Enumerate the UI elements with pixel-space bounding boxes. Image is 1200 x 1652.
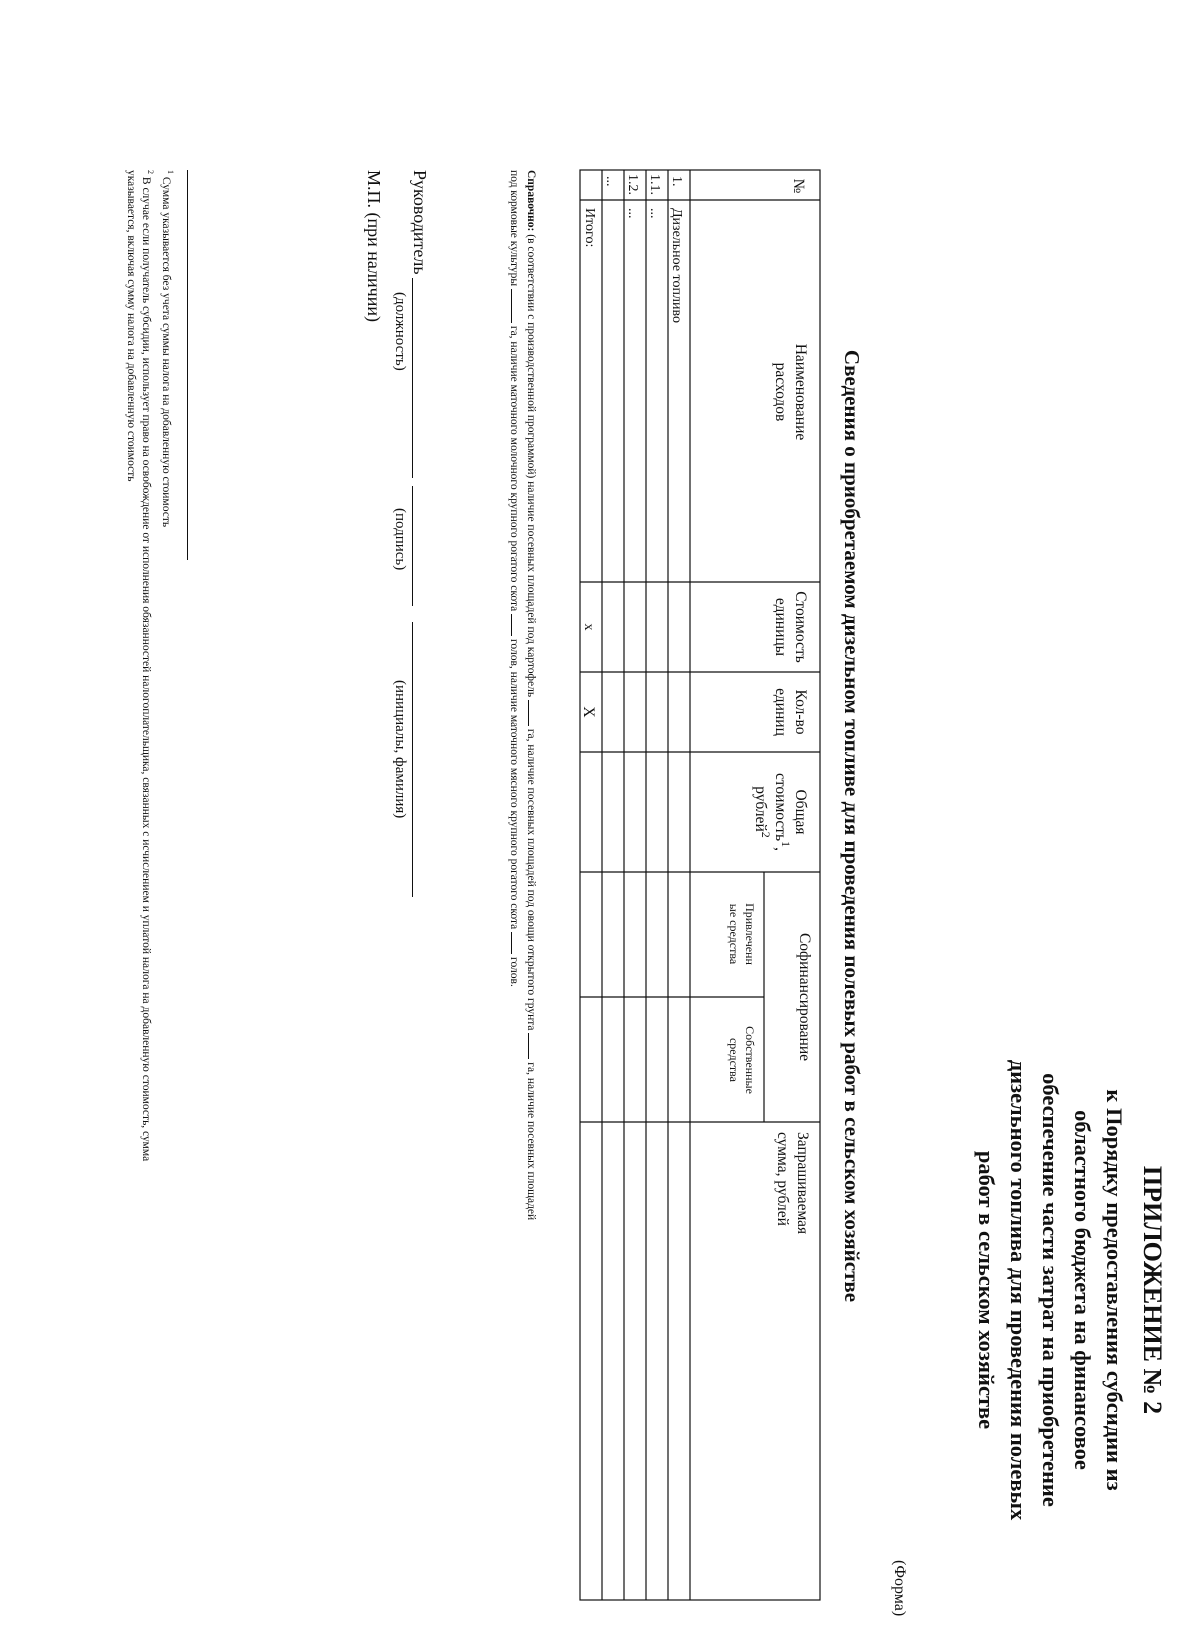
table-row [669,176,684,323]
reference-text: га, наличие посевных площадей [525,1062,537,1221]
appendix-header [970,940,1168,1640]
appendix-title: ПРИЛОЖЕНИЕ № 2 [1138,1165,1167,1415]
footnote-marker: 2 [146,170,156,175]
reference-text: (в соответствии с производственной программой) наличие посевных площадей под картофель [525,234,537,698]
blank-field [511,614,523,636]
form-label: (Форма) [891,1560,908,1617]
header-total-cost: стоимость$^1$, [772,772,793,852]
appendix-subtitle-line: областного бюджета на финансовое [1070,1110,1095,1470]
header-requested-sum: Запрашиваемая [794,1132,811,1235]
table-row-total [580,208,597,718]
table-row [625,174,640,219]
header-attracted-funds: ые средства [727,903,741,965]
reference-text: голов, наличие маточного мясного крупного рогатого скота [508,638,520,930]
row-name: ... [647,208,662,219]
stamp-label: М.П. (при наличии) [364,170,384,322]
table-row [603,176,618,187]
header-own-funds: Собственные [743,1026,757,1094]
header-unit-cost: Стоимость [792,591,809,663]
appendix-subtitle-line: к Порядку предоставления субсидии из [1102,1089,1127,1491]
header-total-cost-text: стоимость [772,772,789,842]
header-name: расходов [772,362,789,422]
row-number: ... [603,176,618,187]
reference-text: га, наличие маточного молочного крупного рогатого скота [508,325,520,612]
header-total-cost: Общая [792,789,809,835]
name-caption: (инициалы, фамилия) [392,680,408,819]
footnote-marker: 1 [166,170,175,175]
table-title: Сведения о приобретаемом дизельном топливе для проведения полевых работ в сельском хозяйстве [840,349,864,1303]
blank-field [528,1033,540,1059]
row-number: 1.2. [625,174,640,195]
reference-label: Справочно: [525,170,537,232]
footnotes [123,170,178,1370]
header-num: № [790,178,807,194]
row-number: 1.1. [647,174,662,195]
footnote-text: В случае если получатель субсидии, использует право на освобождение от исполнения обязанностей налогоплательщика, связанных с исчислением и уплатой налога на добавленную стоимость, сумма [140,176,153,1162]
header-quantity: Кол-во [792,689,809,735]
reference-text: под кормовые культуры [508,170,520,287]
header-attracted-funds: Привлеченн [743,903,757,965]
position-line [412,278,414,478]
name-line [412,622,414,897]
reference-line [506,170,523,1600]
appendix-subtitle-line: дизельного топлива для проведения полевых [1006,1059,1031,1521]
blank-field [511,289,523,323]
expense-table [570,0,830,1652]
row-name: Итого: [582,208,597,248]
position-caption: (должность) [392,292,408,371]
reference-text: голов. [508,957,520,987]
reference-note [506,170,540,1600]
header-unit-cost: единицы [772,597,789,657]
table-row [647,174,662,219]
blank-field [528,700,540,726]
signature-caption: (подпись) [392,508,408,571]
row-name: Дизельное топливо [669,208,684,323]
header-total-cost [752,786,773,838]
header-quantity: единиц [772,688,789,736]
footnote-ref-2: 2 [759,831,773,838]
appendix-subtitle-line: обеспечение части затрат на приобретение [1038,1073,1063,1507]
footnote-text: Сумма указывается без учета суммы налога на добавленную стоимость [160,176,173,528]
reference-line [523,170,540,1600]
footnote-1 [158,170,178,1370]
footnote-ref-1: 1 [779,841,793,848]
head-label: Руководитель [410,170,430,275]
footnote-divider [187,170,188,560]
header-requested-sum: сумма, рублей [774,1132,791,1226]
reference-text: га, наличие посевных площадей под овощи открытого грунта [525,728,537,1031]
row-unit-cost: х [581,623,596,631]
row-name: ... [625,208,640,219]
footnote-2 [138,170,158,1370]
header-name: Наименование [792,343,809,441]
header-cofinancing: Софинансирование [796,932,813,1062]
header-total-cost-unit: рублей [752,786,769,832]
header-own-funds: средства [727,1037,741,1083]
footnote-text: указывается, включая сумму налога на добавленную стоимость [125,170,138,482]
footnote-2-continued [123,170,138,1370]
row-number: 1. [669,176,684,187]
appendix-subtitle-line: работ в сельском хозяйстве [974,1150,999,1430]
blank-field [511,932,523,954]
signature-line [412,486,414,606]
row-quantity: Х [580,706,597,718]
